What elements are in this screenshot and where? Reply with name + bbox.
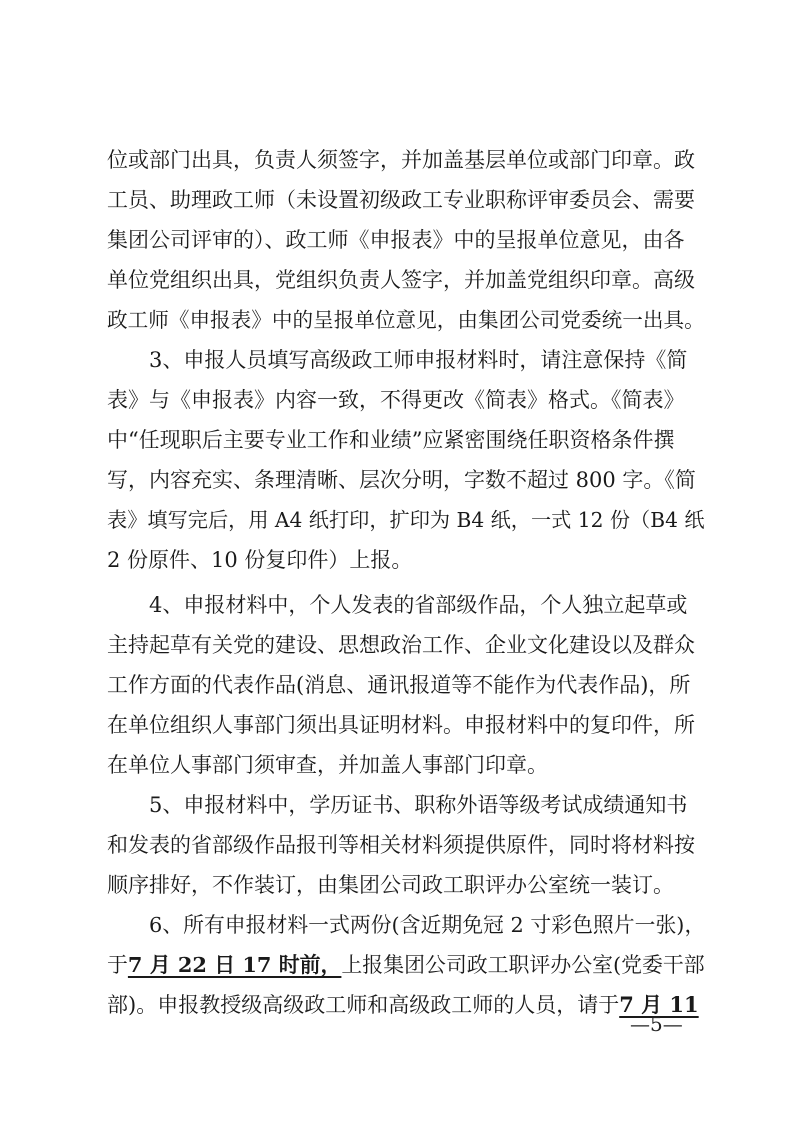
page-number: —5— xyxy=(630,1012,683,1036)
text-line xyxy=(107,745,548,785)
line-text: 和发表的省部级作品报刊等相关材料须提供原件，同时将材料按 xyxy=(107,833,695,857)
text-line xyxy=(149,340,687,380)
deadline-date: 7 月 11 xyxy=(619,992,699,1017)
text-line xyxy=(107,180,695,220)
text-line xyxy=(107,625,695,665)
text-line xyxy=(149,905,705,945)
line-text: 政工师《申报表》中的呈报单位意见，由集团公司党委统一出具。 xyxy=(107,308,705,332)
line-text: 5、申报材料中，学历证书、职称外语等级考试成绩通知书 xyxy=(149,793,688,817)
line-text: 表》与《申报表》内容一致，不得更改《简表》格式。《简表》 xyxy=(107,388,685,412)
text-line xyxy=(149,785,687,825)
text-line xyxy=(107,220,685,260)
text-line xyxy=(107,260,695,300)
line-text: 位或部门出具，负责人须签字，并加盖基层单位或部门印章。政 xyxy=(107,148,695,172)
line-text: 工员、助理政工师（未设置初级政工专业职称评审委员会、需要 xyxy=(107,188,695,212)
line-text: 2 份原件、10 份复印件）上报。 xyxy=(107,548,413,572)
line-text: 6、所有申报材料一式两份(含近期免冠 2 寸彩色照片一张)， xyxy=(149,913,706,937)
text-line xyxy=(107,420,674,460)
line-text: 写，内容充实、条理清晰、层次分明，字数不超过 800 字。《简 xyxy=(107,468,696,492)
text-line xyxy=(107,705,695,745)
text-line xyxy=(107,460,696,500)
line-text: 于 xyxy=(107,953,128,977)
line-text: 上报集团公司政工职评办公室(党委干部 xyxy=(341,953,705,977)
line-text: 3、申报人员填写高级政工师申报材料时，请注意保持《简 xyxy=(149,348,688,372)
line-text: 中“任现职后主要专业工作和业绩”应紧密围绕任职资格条件撰 xyxy=(107,428,675,452)
line-text: 表》填写完后，用 A4 纸打印，扩印为 B4 纸，一式 12 份（B4 纸 xyxy=(107,508,705,532)
text-line xyxy=(107,865,674,905)
line-text: 在单位组织人事部门须出具证明材料。申报材料中的复印件，所 xyxy=(107,713,695,737)
line-text: 在单位人事部门须审查，并加盖人事部门印章。 xyxy=(107,753,548,777)
line-text: 单位党组织出具，党组织负责人签字，并加盖党组织印章。高级 xyxy=(107,268,695,292)
line-text: 工作方面的代表作品(消息、通讯报道等不能作为代表作品)，所 xyxy=(107,673,691,697)
text-line xyxy=(107,945,705,985)
line-text: 集团公司评审的）、政工师《申报表》中的呈报单位意见，由各 xyxy=(107,228,685,252)
text-line xyxy=(107,985,699,1025)
text-line xyxy=(149,585,687,625)
line-text: 主持起草有关党的建设、思想政治工作、企业文化建设以及群众 xyxy=(107,633,695,657)
line-text: 顺序排好，不作装订，由集团公司政工职评办公室统一装订。 xyxy=(107,873,674,897)
deadline-date: 7 月 22 日 17 时前， xyxy=(127,952,342,977)
text-line xyxy=(107,540,412,580)
text-line xyxy=(107,665,690,705)
text-line xyxy=(107,380,685,420)
line-text: 部)。申报教授级高级政工师和高级政工师的人员，请于 xyxy=(107,993,620,1017)
text-line xyxy=(107,825,695,865)
text-line xyxy=(107,300,705,340)
text-line xyxy=(107,500,705,540)
text-line xyxy=(107,140,695,180)
line-text: 4、申报材料中，个人发表的省部级作品，个人独立起草或 xyxy=(149,593,688,617)
